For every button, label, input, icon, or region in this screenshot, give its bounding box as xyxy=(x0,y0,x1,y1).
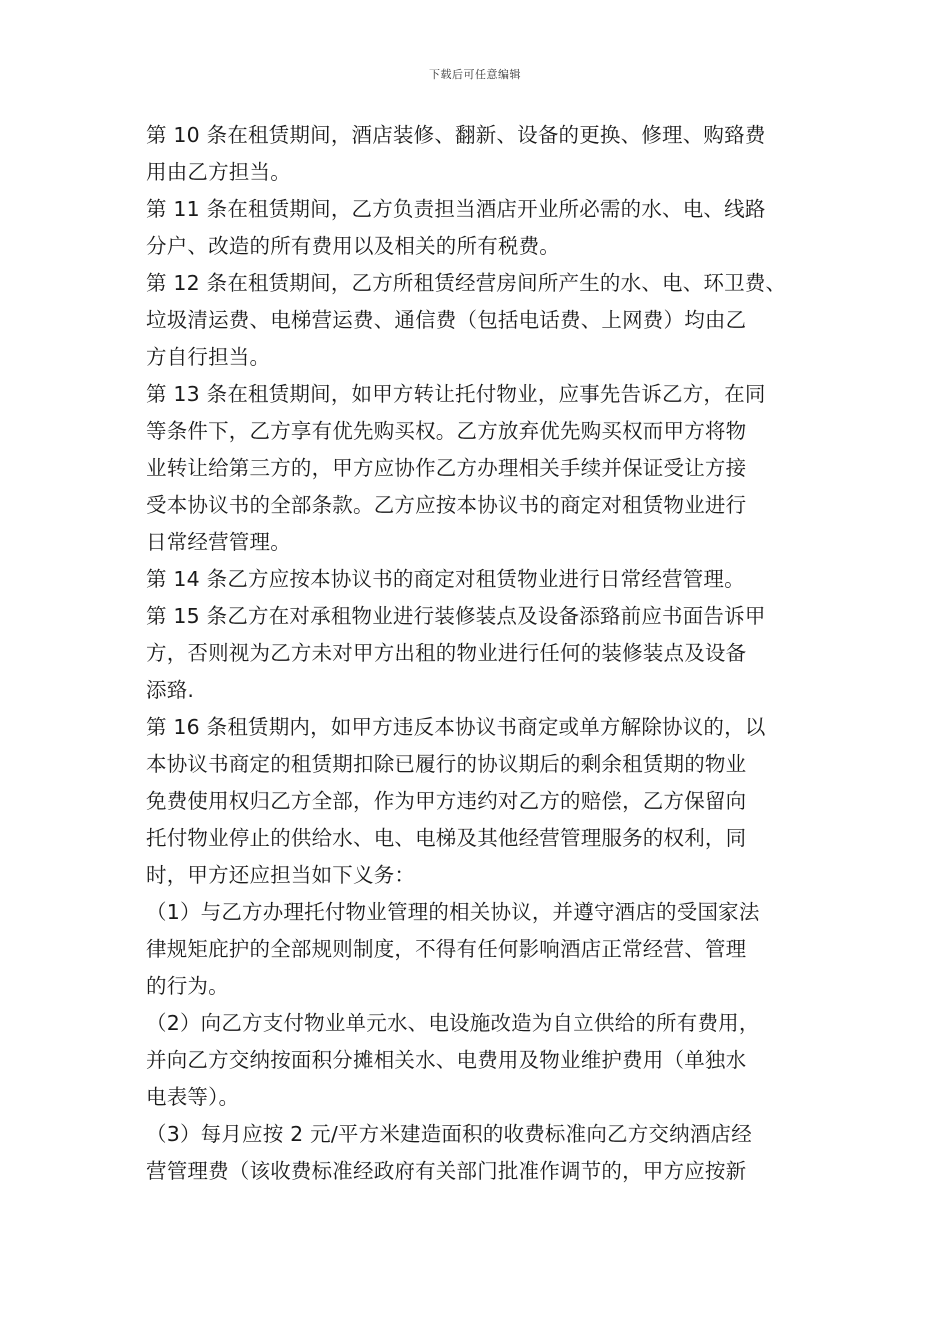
text-line: 第 15 条乙方在对承租物业进行装修装点及设备添臵前应书面告诉甲 xyxy=(146,604,766,628)
text-line: 本协议书商定的租赁期扣除已履行的协议期后的剩余租赁期的物业 xyxy=(146,752,747,776)
text-line: 方，否则视为乙方未对甲方出租的物业进行任何的装修装点及设备 xyxy=(146,641,747,665)
text-line: 第 13 条在租赁期间，如甲方转让托付物业，应事先告诉乙方，在同 xyxy=(146,382,766,406)
text-line: 第 14 条乙方应按本协议书的商定对租赁物业进行日常经营管理。 xyxy=(146,567,745,591)
text-line: 业转让给第三方的，甲方应协作乙方办理相关手续并保证受让方接 xyxy=(146,456,747,480)
text-line: （1）与乙方办理托付物业管理的相关协议，并遵守酒店的受国家法 xyxy=(146,900,760,924)
text-line: 受本协议书的全部条款。乙方应按本协议书的商定对租赁物业进行 xyxy=(146,493,747,517)
text-line: 第 11 条在租赁期间，乙方负责担当酒店开业所必需的水、电、线路 xyxy=(146,197,766,221)
text-line: 时，甲方还应担当如下义务： xyxy=(146,863,416,887)
text-line: 并向乙方交纳按面积分摊相关水、电费用及物业维护费用（单独水 xyxy=(146,1048,747,1072)
text-line: 分户、改造的所有费用以及相关的所有税费。 xyxy=(146,234,560,258)
text-line: 的行为。 xyxy=(146,974,229,998)
text-line: 托付物业停止的供给水、电、电梯及其他经营管理服务的权利，同 xyxy=(146,826,747,850)
text-line: 第 10 条在租赁期间，酒店装修、翻新、设备的更换、修理、购臵费 xyxy=(146,123,766,147)
text-line: 添臵. xyxy=(146,678,195,702)
text-line: （2）向乙方支付物业单元水、电设施改造为自立供给的所有费用， xyxy=(146,1011,760,1035)
page-header: 下载后可任意编辑 xyxy=(429,68,521,81)
text-line: 第 16 条租赁期内，如甲方违反本协议书商定或单方解除协议的，以 xyxy=(146,715,766,739)
text-line: 垃圾清运费、电梯营运费、通信费（包括电话费、上网费）均由乙 xyxy=(146,308,747,332)
text-line: 日常经营管理。 xyxy=(146,530,291,554)
document-body xyxy=(146,117,826,1190)
text-line: 营管理费（该收费标准经政府有关部门批准作调节的，甲方应按新 xyxy=(146,1159,747,1183)
text-line: 免费使用权归乙方全部，作为甲方违约对乙方的赔偿，乙方保留向 xyxy=(146,789,747,813)
text-line: 等条件下，乙方享有优先购买权。乙方放弃优先购买权而甲方将物 xyxy=(146,419,747,443)
text-line: 方自行担当。 xyxy=(146,345,271,369)
text-line: 用由乙方担当。 xyxy=(146,160,291,184)
text-line: 第 12 条在租赁期间，乙方所租赁经营房间所产生的水、电、环卫费、 xyxy=(146,271,787,295)
text-line: 律规矩庇护的全部规则制度，不得有任何影响酒店正常经营、管理 xyxy=(146,937,747,961)
text-line: （3）每月应按 2 元/平方米建造面积的收费标准向乙方交纳酒店经 xyxy=(146,1122,752,1146)
text-line: 电表等）。 xyxy=(146,1085,240,1109)
